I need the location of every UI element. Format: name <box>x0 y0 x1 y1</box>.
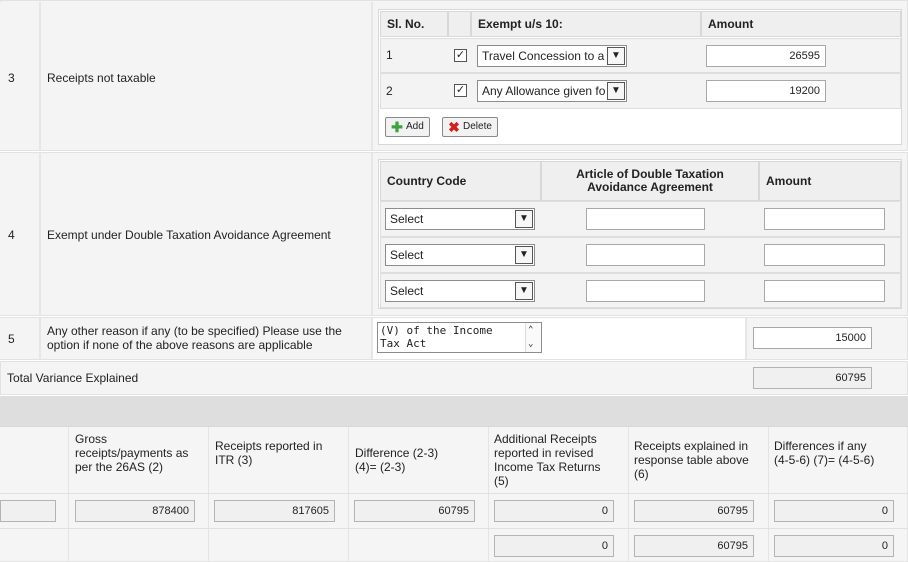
dtaa-row-2-country-select[interactable]: Select ▼ <box>385 244 535 266</box>
exempt-header: Exempt u/s 10: <box>471 11 701 37</box>
exempt-row-2-select[interactable]: Any Allowance given fo ▼ <box>477 80 627 102</box>
chevron-up-icon: ⌃ <box>528 325 534 335</box>
receipts-explained-value: 60795 <box>634 500 754 522</box>
close-icon: ✖ <box>448 119 460 135</box>
exempt-row-1-no: 1 <box>386 48 393 62</box>
dtaa-row-2-amount[interactable] <box>764 244 885 266</box>
chevron-down-icon: ▼ <box>515 210 533 228</box>
exempt-row-2-checkbox[interactable]: ✓ <box>455 84 466 96</box>
country-code-header: Country Code <box>380 161 541 201</box>
bottom-row-divider-1 <box>0 493 908 494</box>
total-variance-label: Total Variance Explained <box>7 371 139 385</box>
dtaa-row-1-country-select[interactable]: Select ▼ <box>385 208 535 230</box>
bottom-col-1 <box>0 427 69 562</box>
receipts-itr-value: 817605 <box>214 500 335 522</box>
additional-receipts-value: 0 <box>494 500 614 522</box>
dtaa-amount-header: Amount <box>759 161 901 201</box>
section-5-number: 5 <box>8 332 15 346</box>
section-4-number: 4 <box>8 228 15 242</box>
section-divider <box>0 396 908 426</box>
chevron-down-icon: ▼ <box>515 246 533 264</box>
gross-receipts-value: 878400 <box>75 500 195 522</box>
exempt-row-1-checkbox[interactable]: ✓ <box>455 49 466 61</box>
section-3-sl-cell <box>0 2 41 150</box>
bottom-row-divider-2 <box>0 528 908 529</box>
other-reason-textarea[interactable]: (V) of the Income Tax Act ⌃ ⌄ <box>377 322 542 353</box>
differences-value: 0 <box>774 500 894 522</box>
difference-header: Difference (2-3) (4)= (2-3) <box>355 446 439 474</box>
section-5-label: Any other reason if any (to be specified) Please use the option if none of the above reasons are applicable <box>47 324 342 352</box>
difference-value: 60795 <box>354 500 475 522</box>
receipts-explained-header: Receipts explained in response table above (6) <box>634 439 749 481</box>
receipts-explained-value-2: 60795 <box>634 535 754 557</box>
dtaa-row-1-article[interactable] <box>586 208 705 230</box>
sl-no-header: Sl. No. <box>380 11 448 37</box>
exempt-row-1-amount[interactable]: 26595 <box>706 45 826 67</box>
amount-header: Amount <box>701 11 901 37</box>
additional-receipts-value-2: 0 <box>494 535 614 557</box>
add-button[interactable]: ✚ Add <box>385 117 430 137</box>
exempt-row-1-select[interactable]: Travel Concession to a ▼ <box>477 45 627 67</box>
dtaa-row-3-article[interactable] <box>586 280 705 302</box>
section-5-sl-cell <box>0 318 41 359</box>
exempt-row-2-amount[interactable]: 19200 <box>706 80 826 102</box>
check-header <box>448 11 471 37</box>
section-3-number: 3 <box>8 71 15 85</box>
dtaa-row-3-country-select[interactable]: Select ▼ <box>385 280 535 302</box>
gross-receipts-header: Gross receipts/payments as per the 26AS (2) <box>75 432 189 474</box>
total-variance-value: 60795 <box>753 367 872 389</box>
plus-icon: ✚ <box>391 119 403 135</box>
exempt-row-2-no: 2 <box>386 84 393 98</box>
chevron-down-icon: ▼ <box>607 47 625 65</box>
dtaa-row-2-article[interactable] <box>586 244 705 266</box>
dtaa-row-3-amount[interactable] <box>764 280 885 302</box>
chevron-down-icon: ▼ <box>607 82 625 100</box>
differences-header: Differences if any (4-5-6) (7)= (4-5-6) <box>774 439 875 467</box>
section-3-label: Receipts not taxable <box>47 71 156 85</box>
chevron-down-icon: ⌄ <box>528 339 534 349</box>
dtaa-row-1-amount[interactable] <box>764 208 885 230</box>
section-4-label: Exempt under Double Taxation Avoidance Agreement <box>47 228 331 242</box>
other-reason-amount[interactable]: 15000 <box>753 327 872 349</box>
delete-button[interactable]: ✖ Delete <box>442 117 498 137</box>
chevron-down-icon: ▼ <box>515 282 533 300</box>
bottom-row-1-col-1 <box>0 500 56 522</box>
additional-receipts-header: Additional Receipts reported in revised Income Tax Returns (5) <box>494 432 601 488</box>
section-4-sl-cell <box>0 153 41 315</box>
receipts-itr-header: Receipts reported in ITR (3) <box>215 439 323 467</box>
differences-value-2: 0 <box>774 535 894 557</box>
scrollbar[interactable] <box>525 323 541 352</box>
article-header: Article of Double Taxation Avoidance Agreement <box>541 161 759 201</box>
